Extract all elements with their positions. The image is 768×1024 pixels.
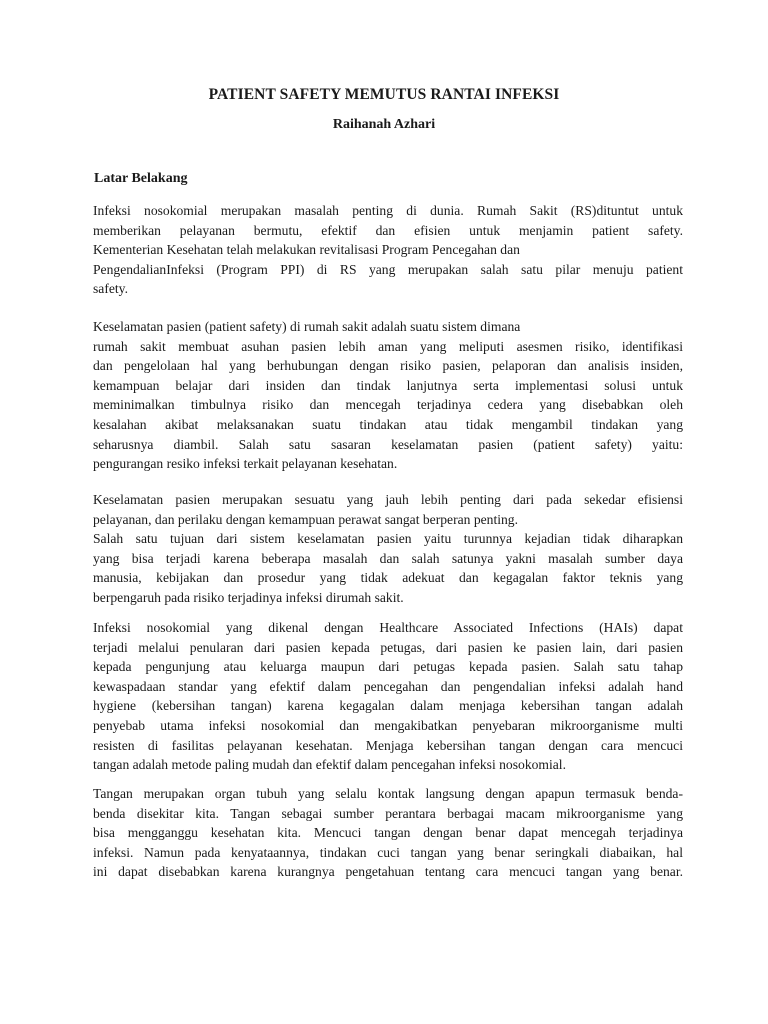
text-line: resisten di fasilitas pelayanan kesehatan. Menjaga kebersihan tangan dengan cara mencuci [93,737,683,753]
paragraph-patient-safety [93,317,683,474]
text-line: penyebab utama infeksi nosokomial dan mengakibatkan penyebaran mikroorganisme multi [93,717,683,733]
text-line: Infeksi nosokomial yang dikenal dengan Healthcare Associated Infections (HAIs) dapat [93,620,683,635]
text-line: manusia, kebijakan dan prosedur yang tidak adekuat dan kegagalan faktor teknis yang [93,570,683,586]
text-line: berpengaruh pada risiko terjadinya infeksi dirumah sakit. [93,589,404,605]
paragraph-hais [93,618,683,775]
text-line: Salah satu tujuan dari sistem keselamatan pasien yaitu turunnya kejadian tidak diharapkan [93,531,683,547]
text-line: yang bisa terjadi karena beberapa masalah dan salah satunya yakni masalah sumber daya [93,550,683,566]
text-line: rumah sakit membuat asuhan pasien lebih aman yang meliputi asesmen risiko, identifikasi [93,338,683,354]
author-name: Raihanah Azhari [332,117,436,132]
text-line: memberikan pelayanan bermutu, efektif dan efisien untuk menjamin patient safety. [93,222,683,238]
text-line: Keselamatan pasien merupakan sesuatu yang jauh lebih penting dari pada sekedar efisiensi [93,492,683,507]
text-line: pelayanan, dan perilaku dengan kemampuan perawat sangat berperan penting. [93,511,519,527]
text-line: hygiene (kebersihan tangan) karena kegagalan dalam menjaga kebersihan tangan adalah [93,698,683,714]
section-heading: Latar Belakang [94,171,188,186]
text-line: Kementerian Kesehatan telah melakukan revitalisasi Program Pencegahan dan [93,242,520,258]
paragraph-hands [93,784,683,882]
text-line: Keselamatan pasien (patient safety) di rumah sakit adalah suatu sistem dimana [93,319,521,334]
text-line: meminimalkan timbulnya risiko dan mencegah terjadinya cedera yang disebabkan oleh [93,397,683,413]
text-line: kesalahan akibat melaksanakan suatu tindakan atau tidak mengambil tindakan yang [93,416,683,432]
text-line: Infeksi nosokomial merupakan masalah penting di dunia. Rumah Sakit (RS)dituntut untuk [93,203,683,218]
text-line: kepada pengunjung atau keluarga maupun dari petugas kepada pasien. Salah satu tahap [93,659,683,675]
text-line: pengurangan resiko infeksi terkait pelayanan kesehatan. [93,456,398,472]
text-line: infeksi. Namun pada kenyataannya, tindakan cuci tangan yang benar seringkali diabaikan, hal [93,844,683,860]
text-line: bisa mengganggu kesehatan kita. Mencuci tangan dengan benar dapat mencegah terjadinya [93,825,683,841]
text-line: safety. [93,281,128,297]
text-line: seharusnya diambil. Salah satu sasaran keselamatan pasien (patient safety) yaitu: [93,436,683,452]
document-title: PATIENT SAFETY MEMUTUS RANTAI INFEKSI [208,86,560,103]
text-line: PengendalianInfeksi (Program PPI) di RS yang merupakan salah satu pilar menuju patient [93,261,683,277]
text-line: tangan adalah metode paling mudah dan efektif dalam pencegahan infeksi nosokomial. [93,757,566,773]
paragraph-intro [93,201,683,299]
text-line: ini dapat disebabkan karena kurangnya pengetahuan tentang cara mencuci tangan yang benar. [93,864,683,880]
text-line: kewaspadaan standar yang efektif dalam pencegahan dan pengendalian infeksi adalah hand [93,678,683,694]
text-line: benda disekitar kita. Tangan sebagai sumber perantara berbagai macam mikroorganisme yang [93,805,683,821]
text-line: dan pengelolaan hal yang berhubungan dengan risiko pasien, pelaporan dan analisis insiden, [93,358,683,374]
paragraph-efficiency [93,490,683,608]
text-line: terjadi melalui penularan dari pasien kepada petugas, dari pasien ke pasien lain, dari pasien [93,639,683,655]
text-line: Tangan merupakan organ tubuh yang selalu kontak langsung dengan apapun termasuk benda- [93,786,683,801]
text-line: kemampuan belajar dari insiden dan tindak lanjutnya serta implementasi solusi untuk [93,377,683,393]
